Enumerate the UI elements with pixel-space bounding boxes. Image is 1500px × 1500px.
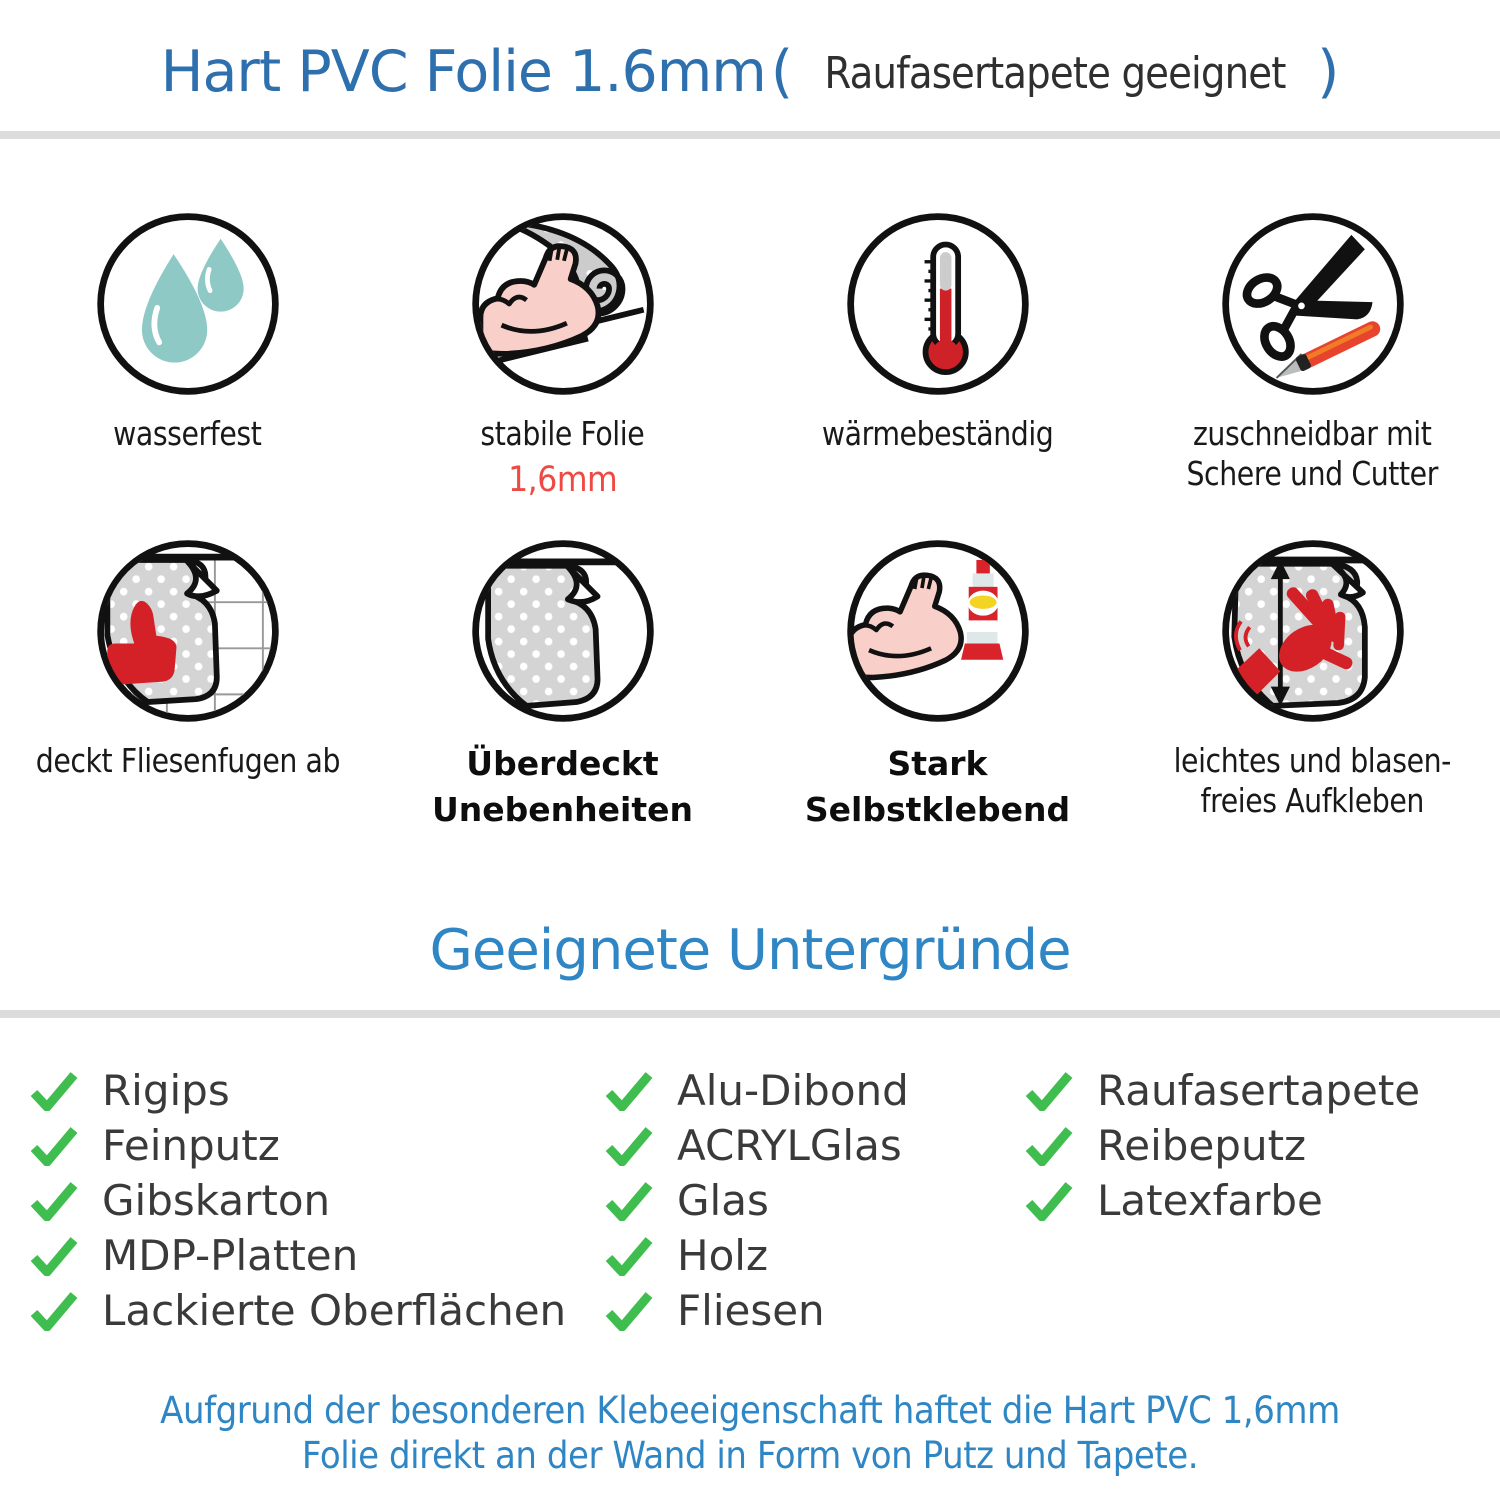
- check-icon: [605, 1181, 653, 1221]
- checklist-item: [1025, 1173, 1475, 1228]
- checklist-label: Feinputz: [102, 1121, 280, 1170]
- checklist-label: Lackierte Oberflächen: [102, 1286, 567, 1335]
- checklist-column-1: [30, 1063, 605, 1338]
- feature-caption: [1187, 414, 1438, 493]
- checklist-item: [30, 1283, 605, 1338]
- feature-caption: [822, 414, 1054, 454]
- checklist-item: [1025, 1063, 1475, 1118]
- thermometer-icon: [842, 208, 1034, 400]
- check-icon: [30, 1071, 78, 1111]
- page-title: [0, 34, 1500, 124]
- feature-row-2: [0, 535, 1500, 833]
- checklist-label: ACRYLGlas: [677, 1121, 902, 1170]
- footer-note: [60, 1388, 1440, 1478]
- feature-caption: [1174, 741, 1451, 820]
- checklist-item: [30, 1063, 605, 1118]
- feature-caption-line: deckt Fliesenfugen ab: [35, 741, 340, 780]
- feature-caption: [432, 741, 693, 833]
- title-paren-open: (: [770, 39, 794, 105]
- covers-unevenness-foil-icon: [467, 535, 659, 727]
- checklist-label: Gibskarton: [102, 1176, 331, 1225]
- feature-zuschneidbar: [1125, 200, 1500, 535]
- title-note: Raufasertapete geeignet: [824, 48, 1286, 99]
- section-title-untergruende: Geeignete Untergründe: [429, 918, 1071, 983]
- feature-grid: [0, 200, 1500, 833]
- feature-subcaption-thickness: 1,6mm: [507, 459, 618, 500]
- checklist-label: Fliesen: [677, 1286, 825, 1335]
- feature-wasserfest: [0, 200, 375, 535]
- feature-caption-line: Unebenheiten: [431, 790, 693, 830]
- checklist-item: [605, 1063, 1025, 1118]
- feature-caption: [113, 414, 261, 454]
- checklist-item: [605, 1283, 1025, 1338]
- checklist-label: Holz: [677, 1231, 768, 1280]
- title-paren-close: ): [1317, 39, 1340, 105]
- checklist-label: Rigips: [102, 1066, 230, 1115]
- checklist-column-2: [605, 1063, 1025, 1338]
- check-icon: [605, 1236, 653, 1276]
- feature-caption-line: Selbstklebend: [804, 790, 1071, 830]
- feature-caption-line: Schere und Cutter: [1186, 453, 1439, 493]
- check-icon: [1025, 1126, 1073, 1166]
- checklist-column-3: [1025, 1063, 1475, 1338]
- check-icon: [1025, 1071, 1073, 1111]
- checklist-item: [605, 1118, 1025, 1173]
- checklist-label: Reibeputz: [1097, 1121, 1307, 1170]
- feature-aufkleben: [1125, 535, 1500, 833]
- checklist-item: [605, 1173, 1025, 1228]
- check-icon: [605, 1291, 653, 1331]
- feature-caption-line: wärmebeständig: [821, 414, 1054, 453]
- title-text: Hart PVC Folie 1.6mm: [160, 39, 766, 105]
- checklist-label: Glas: [677, 1176, 769, 1225]
- strong-arm-glue-icon: [842, 535, 1034, 727]
- checklist-item: [30, 1228, 605, 1283]
- strong-arm-foil-icon: [467, 208, 659, 400]
- feature-caption: [35, 741, 339, 781]
- feature-caption-line: zuschneidbar mit: [1193, 414, 1432, 453]
- feature-caption-line: Stark: [887, 744, 988, 783]
- footer-line: Aufgrund der besonderen Klebeeigenschaft haftet die Hart PVC 1,6mm: [160, 1389, 1340, 1432]
- tile-joints-thumb-icon: [92, 535, 284, 727]
- checklist-item: [30, 1173, 605, 1228]
- feature-fliesenfugen: [0, 535, 375, 833]
- check-icon: [30, 1181, 78, 1221]
- check-icon: [605, 1126, 653, 1166]
- feature-caption-line: leichtes und blasen-: [1173, 741, 1452, 780]
- feature-row-1: [0, 200, 1500, 535]
- checklist-label: Latexfarbe: [1097, 1176, 1323, 1225]
- check-icon: [30, 1126, 78, 1166]
- feature-waermebestaendig: [750, 200, 1125, 535]
- scissors-cutter-icon: [1217, 208, 1409, 400]
- checklist-label: MDP-Platten: [102, 1231, 359, 1280]
- checklist-item: [1025, 1118, 1475, 1173]
- footer-line: Folie direkt an der Wand in Form von Putz und Tapete.: [301, 1434, 1199, 1478]
- feature-stabile-folie: [375, 200, 750, 535]
- feature-caption: [481, 414, 645, 454]
- surfaces-checklist: [30, 1063, 1475, 1338]
- checklist-item: [605, 1228, 1025, 1283]
- divider-top: [0, 131, 1500, 139]
- feature-caption-line: Überdeckt: [466, 744, 659, 783]
- feature-caption-line: wasserfest: [113, 414, 262, 453]
- checklist-item: [30, 1118, 605, 1173]
- feature-caption: [805, 741, 1070, 833]
- check-icon: [1025, 1181, 1073, 1221]
- checklist-label: Alu-Dibond: [677, 1066, 909, 1115]
- check-icon: [605, 1071, 653, 1111]
- feature-caption-line: stabile Folie: [480, 414, 645, 453]
- bubble-free-hand-icon: [1217, 535, 1409, 727]
- check-icon: [30, 1236, 78, 1276]
- feature-unebenheiten: [375, 535, 750, 833]
- checklist-label: Raufasertapete: [1097, 1066, 1421, 1115]
- feature-selbstklebend: [750, 535, 1125, 833]
- feature-caption-line: freies Aufkleben: [1200, 780, 1425, 820]
- water-drops-icon: [92, 208, 284, 400]
- divider-middle: [0, 1010, 1500, 1018]
- check-icon: [30, 1291, 78, 1331]
